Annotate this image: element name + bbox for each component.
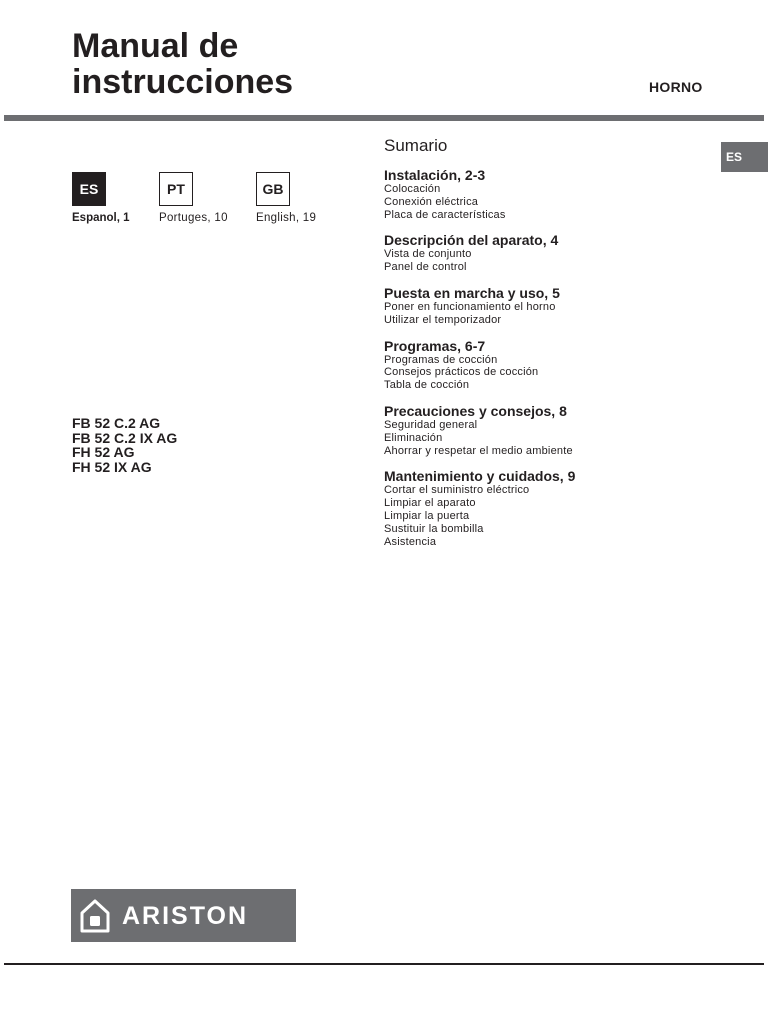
toc-section-startup xyxy=(384,285,714,327)
footer-divider xyxy=(4,963,764,965)
toc-item[interactable]: Conexión eléctrica xyxy=(384,195,479,208)
toc-item[interactable]: Limpiar el aparato xyxy=(384,497,476,510)
title-line-1: Manual de xyxy=(72,27,239,65)
model-item: FB 52 C.2 AG xyxy=(72,415,161,431)
language-code-box[interactable]: GB xyxy=(256,172,290,206)
model-item: FH 52 IX AG xyxy=(72,458,152,475)
toc-section-maintenance xyxy=(384,468,714,548)
toc-section-installation xyxy=(384,167,714,221)
product-category: HORNO xyxy=(649,79,703,95)
toc-section-description xyxy=(384,232,714,274)
toc-item[interactable]: Asistencia xyxy=(384,535,437,548)
toc-item[interactable]: Programas de cocción xyxy=(384,353,498,366)
toc-section-precautions xyxy=(384,403,714,457)
language-code-box[interactable]: PT xyxy=(159,172,193,206)
table-of-contents xyxy=(384,167,714,559)
brand-name: ARISTON xyxy=(122,902,249,930)
house-logo-icon xyxy=(80,899,110,933)
header-divider xyxy=(4,115,764,121)
toc-heading[interactable]: Programas, 6-7 xyxy=(384,337,486,354)
page-title xyxy=(72,28,293,100)
toc-item[interactable]: Ahorrar y respetar el medio ambiente xyxy=(384,444,573,457)
toc-heading[interactable]: Puesta en marcha y uso, 5 xyxy=(384,284,560,301)
title-line-2: instrucciones xyxy=(72,63,294,101)
language-es[interactable] xyxy=(72,172,130,224)
toc-item[interactable]: Seguridad general xyxy=(384,418,478,431)
language-pt[interactable] xyxy=(159,172,228,224)
toc-item[interactable]: Sustituir la bombilla xyxy=(384,522,484,535)
summary-title: Sumario xyxy=(384,136,448,155)
brand-logo xyxy=(71,889,296,942)
toc-item[interactable]: Eliminación xyxy=(384,431,443,444)
model-list xyxy=(72,416,177,474)
toc-item[interactable]: Utilizar el temporizador xyxy=(384,313,502,326)
toc-item[interactable]: Panel de control xyxy=(384,261,467,274)
toc-item[interactable]: Limpiar la puerta xyxy=(384,509,470,522)
language-label: English, 19 xyxy=(256,212,317,224)
toc-item[interactable]: Cortar el suministro eléctrico xyxy=(384,484,530,497)
language-code-box[interactable]: ES xyxy=(72,172,106,206)
toc-heading[interactable]: Instalación, 2-3 xyxy=(384,167,486,183)
model-item: FB 52 C.2 IX AG xyxy=(72,429,178,446)
language-label: Espanol, 1 xyxy=(72,212,130,224)
language-tab: ES xyxy=(721,142,768,172)
toc-item[interactable]: Consejos prácticos de cocción xyxy=(384,366,539,379)
toc-item[interactable]: Tabla de cocción xyxy=(384,379,470,392)
language-gb[interactable] xyxy=(256,172,317,224)
language-label: Portuges, 10 xyxy=(159,212,228,224)
toc-section-programs xyxy=(384,338,714,392)
toc-heading[interactable]: Descripción del aparato, 4 xyxy=(384,232,559,249)
toc-item[interactable]: Placa de características xyxy=(384,208,506,221)
toc-heading[interactable]: Precauciones y consejos, 8 xyxy=(384,402,567,419)
toc-item[interactable]: Poner en funcionamiento el horno xyxy=(384,300,556,313)
toc-item[interactable]: Colocación xyxy=(384,183,441,195)
toc-item[interactable]: Vista de conjunto xyxy=(384,248,472,261)
toc-heading[interactable]: Mantenimiento y cuidados, 9 xyxy=(384,468,576,485)
model-item: FH 52 AG xyxy=(72,444,135,460)
